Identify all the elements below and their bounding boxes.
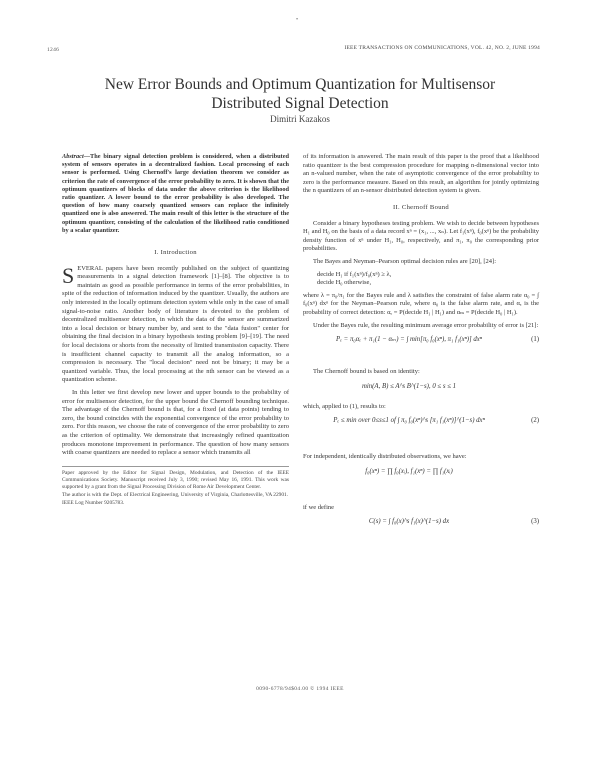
equation-3-body: C(s) = ∫ f₀(x)^s f₁(x)^(1−s) dx bbox=[368, 518, 450, 526]
title-line-1: New Error Bounds and Optimum Quantization for Multisensor bbox=[104, 76, 496, 93]
chernoff-paragraph-1: Consider a binary hypotheses testing problem. We wish to decide between hypotheses H₁ and H₀ on the basis of a data record xⁿ = (x₁, ..., xₙ). Let f₁(xⁿ), f₀(xⁿ) be the probability density function of xⁿ under H₁, H₀, respectively, and π₁, π₀ the corresponding prior probabilities. bbox=[303, 219, 539, 253]
footnote-3: IEEE Log Number 9205783. bbox=[62, 499, 125, 506]
footnotes bbox=[62, 466, 289, 507]
equation-1-number: (1) bbox=[531, 336, 539, 344]
copyright-footer: 0090-6778/94$04.00 © 1994 IEEE bbox=[256, 686, 344, 692]
equation-3-number: (3) bbox=[531, 518, 539, 526]
chernoff-paragraph-2: The Bayes and Neyman–Pearson optimal decision rules are [20], [24]: bbox=[313, 257, 497, 265]
section-heading-chernoff: II. Chernoff Bound bbox=[392, 203, 449, 211]
right-column bbox=[303, 153, 539, 550]
equation-3 bbox=[303, 518, 539, 544]
author: Dimitri Kazakos bbox=[270, 114, 330, 124]
abstract-lead: Abstract bbox=[62, 153, 84, 160]
section-heading-introduction: I. Introduction bbox=[154, 249, 197, 257]
intro-paragraph-2: In this letter we first develop new lower and upper bounds to the probability of error for multisensor detection, for the upper bound the Chernoff bounding technique. The advantage of the Chernoff bound is that, for a fixed (at data points) tending to zero, the bound coincides with the exponential convergence of the error probability to zero. For this reason, we choose the rate of convergence of the error probability to zero as the criterion of optimality. We demonstrate that increasingly refined quantization produces monotone improvement in performance. The question of how many sensors with coarse quantizers are needed to replace a sensor which transmits all bbox=[62, 388, 289, 457]
equation-2-body: Pₑ ≤ min over 0≤s≤1 of ∫ π₀ f₀(xⁿ)^s [π₁ f₁(xⁿ)]^(1−s) dxⁿ bbox=[333, 417, 485, 425]
chernoff-paragraph-8: if we define bbox=[303, 503, 335, 511]
footnote-1: Paper approved by the Editor for Signal Design, Modulation, and Detection of the IEEE Communications Society. Manuscript received July 3, 1990; revised May 16, 1991. This work was supported by a grant from the Signal Processing Division of Rome Air Development Center. bbox=[62, 469, 289, 490]
intro-paragraph-1 bbox=[62, 262, 289, 385]
decision-case-2: decide H₀ otherwise, bbox=[317, 279, 372, 287]
equation-identity bbox=[303, 383, 539, 397]
chernoff-paragraph-7: For independent, identically distributed observations, we have: bbox=[303, 453, 467, 461]
equation-2-number: (2) bbox=[531, 417, 539, 425]
page-number: 1246 bbox=[47, 47, 60, 53]
equation-2 bbox=[303, 417, 539, 447]
decision-case-1: decide H₁ if f₁(xⁿ)/f₀(xⁿ) ≥ λ, bbox=[317, 270, 392, 278]
equation-1-body: Pₑ = π₀αₑ + π₁(1 − αₘ) = ∫ min[π₀ f₀(xⁿ), π₁ f₁(xⁿ)] dxⁿ bbox=[336, 336, 482, 344]
paper-title bbox=[60, 75, 540, 113]
journal-header: IEEE TRANSACTIONS ON COMMUNICATIONS, VOL. 42, NO. 2, JUNE 1994 bbox=[344, 45, 540, 51]
abstract bbox=[62, 153, 289, 235]
equation-product-body: f₀(xⁿ) = ∏ f₀(xᵢ), f₁(xⁿ) = ∏ f₁(xᵢ) bbox=[365, 467, 453, 475]
footnote-2: The author is with the Dept. of Electrical Engineering, University of Virginia, Charlottesville, VA 22901. bbox=[62, 491, 289, 498]
page-mark: • bbox=[296, 17, 299, 23]
chernoff-paragraph-4: Under the Bayes rule, the resulting minimum average error probability of error is [21]: bbox=[313, 321, 539, 329]
equation-identity-body: min(A, B) ≤ A^s B^(1−s), 0 ≤ s ≤ 1 bbox=[361, 382, 457, 390]
equation-1 bbox=[303, 336, 539, 362]
title-line-2: Distributed Signal Detection bbox=[211, 95, 389, 112]
chernoff-paragraph-6: which, applied to (1), results to: bbox=[303, 402, 386, 410]
intro-continuation: of its information is answered. The main result of this paper is the proof that a likelihood ratio quantizer is the best compression procedure for mapping n-dimensional vector into an n-valued number, when the rate of asymptotic convergence of the error probability to zero is the performance measure. Based on this result, an algorithm for jointly optimizing the n quantizers of an n-sensor distributed detection system is given. bbox=[303, 153, 539, 195]
abstract-text: —The binary signal detection problem is considered, when a distributed system of sensors operates in a decentralized fashion. Local processing of each sensor is performed. Using Chernoff's large deviation theorem we consider as criterion the rate of convergence of the error probability to zero. It is shown that the optimum quantizers of blocks of data under the above criterion is the likelihood ratio quantizer. A lower bound to the error probability is also developed. The question of how many coarsely quantized sensors can replace the infinitely quantized one is also answered. The main result of this letter is the structure of the optimum quantizer, consisting of the calculation of the likelihood ratio conditioned by a scalar quantizer. bbox=[62, 153, 289, 234]
left-column bbox=[62, 153, 289, 508]
chernoff-paragraph-3: where λ = π₀/π₁ for the Bayes rule and λ satisfies the constraint of false alarm rate α₀ = ∫ f₀(xⁿ) dxⁿ for the Neyman–Pearson rule, where α₀ is the false alarm rate, and αₑ is the probability of correct detection: αₑ = P(decide H₁ | H₁) and αₘ = P(decide H₀ | H₁). bbox=[303, 291, 539, 316]
equation-product bbox=[303, 468, 539, 498]
drop-cap: S bbox=[62, 262, 75, 288]
intro-paragraph-1-text: EVERAL papers have been recently published on the subject of quantizing measurements in a signal detection framework [1]–[8]. The objective is to maintain as good as possible performance in terms of the error probabilities, in spite of the reduction of information induced by the quantizer. Usually, the authors are only interested in the locally optimum detection system while only in the case of small signal-to-noise ratio. Another body of literature is devoted to the problem of decentralized multisensor detection, in which the data of the sensor are summarized into a local decision or binary number by, and sent to the "data fusion" center for obtaining the final decision in a binary hypothesis testing problem [9]–[19]. The need for local decisions or shorts from the necessity of limited transmission capacity. There is insufficient channel capacity to transmit all the analog information, so a compression is necessary. The "local decision" need not be binary; it may be a quantized variable. Thus, the local processing at the nth sensor can be viewed as a quantization scheme. bbox=[62, 264, 289, 384]
chernoff-paragraph-5: The Chernoff bound is based on identity: bbox=[313, 368, 420, 376]
decision-rule bbox=[317, 271, 539, 288]
